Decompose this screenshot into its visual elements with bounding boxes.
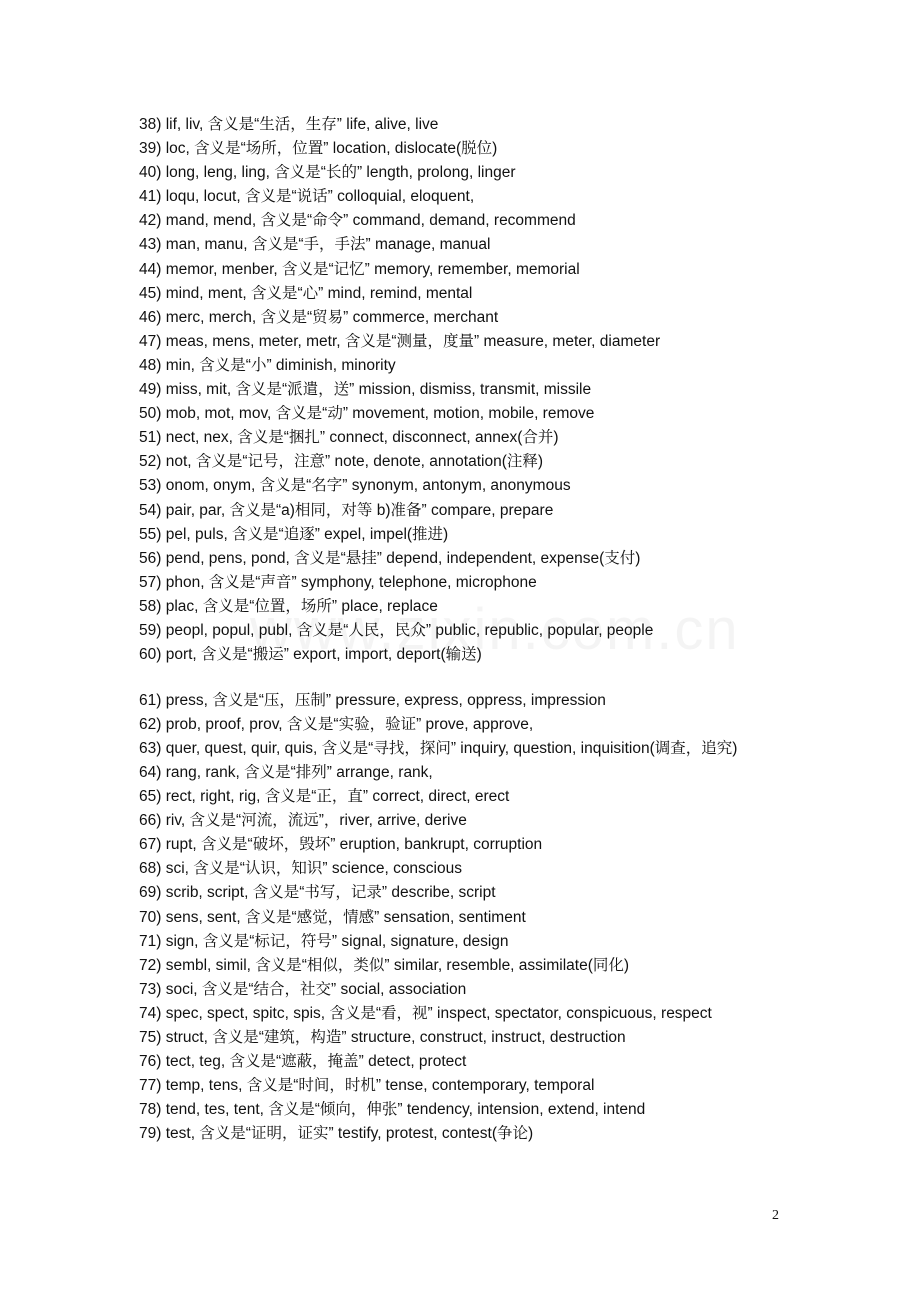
list-item: 74) spec, spect, spitc, spis, 含义是“看，视” inspect, spectator, conspicuous, respect: [139, 1004, 712, 1022]
list-item: 70) sens, sent, 含义是“感觉，情感” sensation, sentiment: [139, 908, 526, 926]
page-number: 2: [772, 1208, 779, 1223]
list-item: 51) nect, nex, 含义是“捆扎” connect, disconnect, annex(合并): [139, 429, 559, 447]
list-item: 38) lif, liv, 含义是“生活，生存” life, alive, live: [139, 116, 439, 133]
paragraph-gap: [139, 667, 809, 689]
list-item: 76) tect, teg, 含义是“遮蔽，掩盖” detect, protect: [139, 1053, 467, 1071]
list-item: 50) mob, mot, mov, 含义是“动” movement, motion, mobile, remove: [139, 405, 595, 423]
list-item: 57) phon, 含义是“声音” symphony, telephone, microphone: [139, 573, 537, 591]
entry-list-part2: [139, 689, 809, 1147]
list-item: 79) test, 含义是“证明，证实” testify, protest, contest(争论): [139, 1125, 534, 1143]
list-item: 63) quer, quest, quir, quis, 含义是“寻找，探问” inquiry, question, inquisition(调查，追究): [139, 739, 738, 757]
list-item: 44) memor, menber, 含义是“记忆” memory, remember, memorial: [139, 260, 580, 278]
list-item: 52) not, 含义是“记号，注意” note, denote, annotation(注释): [139, 453, 544, 471]
list-item: 59) peopl, popul, publ, 含义是“人民，民众” public, republic, popular, people: [139, 621, 654, 639]
list-item: 55) pel, puls, 含义是“追逐” expel, impel(推进): [139, 525, 449, 543]
list-item: 53) onom, onym, 含义是“名字” synonym, antonym, anonymous: [139, 477, 571, 495]
list-item: 39) loc, 含义是“场所，位置” location, dislocate(脱位): [139, 140, 498, 158]
list-item: 46) merc, merch, 含义是“贸易” commerce, merchant: [139, 308, 499, 326]
list-item: 47) meas, mens, meter, metr, 含义是“测量，度量” measure, meter, diameter: [139, 332, 661, 350]
list-item: 72) sembl, simil, 含义是“相似，类似” similar, resemble, assimilate(同化): [139, 956, 630, 974]
list-item: 48) min, 含义是“小” diminish, minority: [139, 356, 396, 374]
list-item: 78) tend, tes, tent, 含义是“倾向，伸张” tendency, intension, extend, intend: [139, 1101, 646, 1119]
list-item: 45) mind, ment, 含义是“心” mind, remind, mental: [139, 284, 473, 302]
list-item: 67) rupt, 含义是“破坏，毁坏” eruption, bankrupt, corruption: [139, 836, 543, 854]
list-item: 42) mand, mend, 含义是“命令” command, demand, recommend: [139, 212, 576, 230]
list-item: 60) port, 含义是“搬运” export, import, deport(输送): [139, 646, 482, 664]
list-item: 40) long, leng, ling, 含义是“长的” length, prolong, linger: [139, 164, 516, 182]
list-item: 68) sci, 含义是“认识，知识” science, conscious: [139, 860, 462, 878]
list-item: 41) loqu, locut, 含义是“说话” colloquial, eloquent,: [139, 188, 475, 206]
list-item: 62) prob, proof, prov, 含义是“实验，验证” prove, approve,: [139, 715, 534, 733]
list-item: 69) scrib, script, 含义是“书写，记录” describe, script: [139, 884, 496, 902]
list-item: 58) plac, 含义是“位置，场所” place, replace: [139, 597, 438, 615]
list-item: 65) rect, right, rig, 含义是“正，直” correct, direct, erect: [139, 788, 510, 806]
list-item: 73) soci, 含义是“结合，社交” social, association: [139, 980, 467, 998]
list-item: 56) pend, pens, pond, 含义是“悬挂” depend, independent, expense(支付): [139, 549, 641, 567]
entry-list-part1: [139, 113, 809, 667]
list-item: 61) press, 含义是“压，压制” pressure, express, oppress, impression: [139, 691, 606, 709]
list-item: 71) sign, 含义是“标记，符号” signal, signature, design: [139, 932, 509, 950]
list-item: 49) miss, mit, 含义是“派遣，送” mission, dismiss, transmit, missile: [139, 381, 592, 399]
list-item: 77) temp, tens, 含义是“时间，时机” tense, contemporary, temporal: [139, 1077, 595, 1095]
list-item: 54) pair, par, 含义是“a)相同，对等 b)准备” compare, prepare: [139, 501, 554, 519]
list-item: 43) man, manu, 含义是“手，手法” manage, manual: [139, 236, 491, 254]
list-item: 66) riv, 含义是“河流，流远”，river, arrive, derive: [139, 812, 467, 830]
list-item: 64) rang, rank, 含义是“排列” arrange, rank,: [139, 763, 433, 781]
list-item: 75) struct, 含义是“建筑，构造” structure, construct, instruct, destruction: [139, 1028, 626, 1046]
document-body: [139, 113, 809, 1146]
